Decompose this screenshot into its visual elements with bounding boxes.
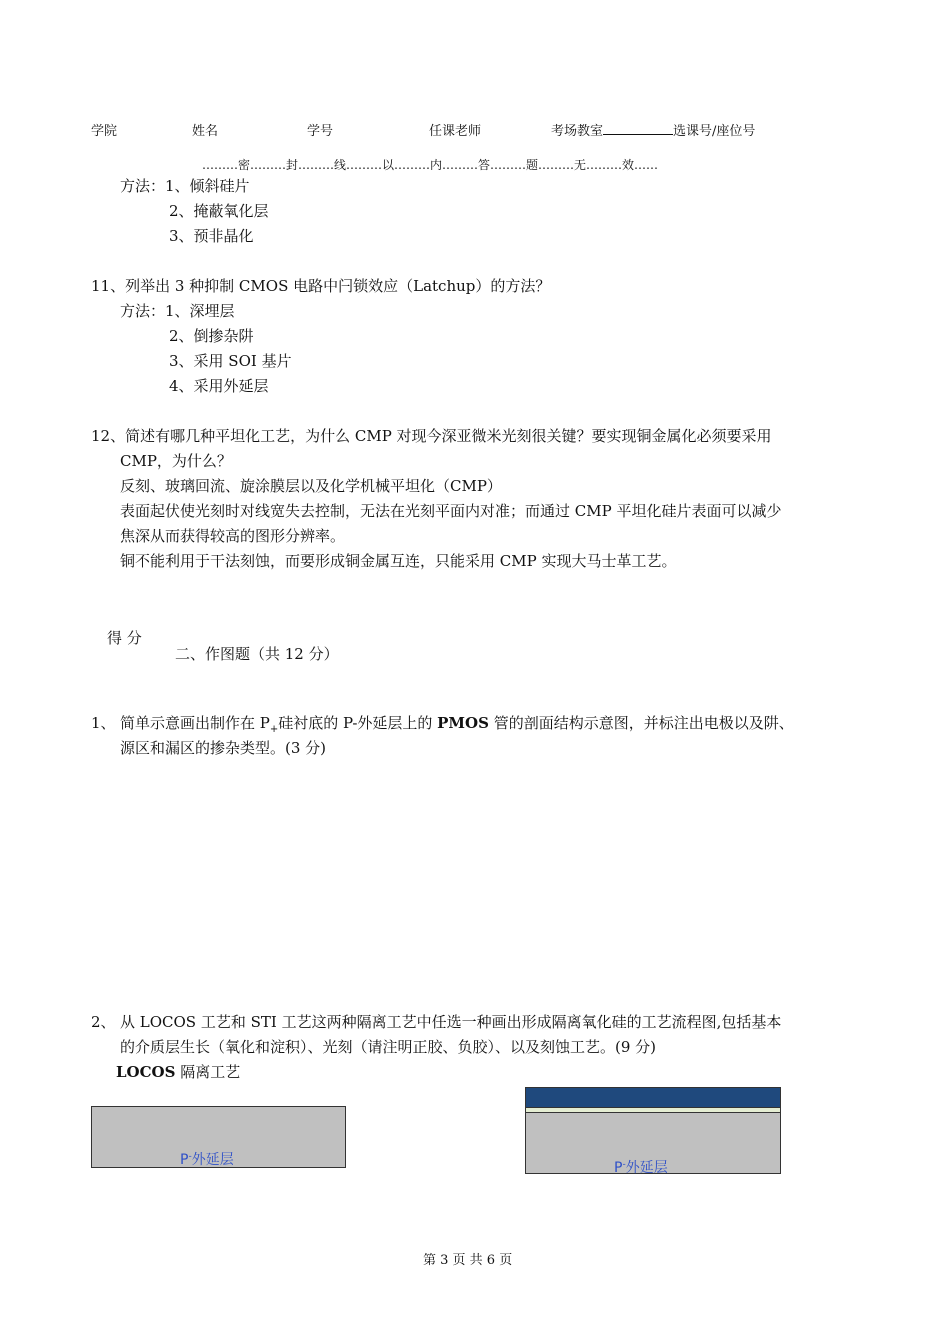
header-college: 学院	[91, 124, 118, 139]
d2-line2: 的介质层生长（氧化和淀积）、光刻（请注明正胶、负胶）、以及刻蚀工艺。(9 分)	[120, 1038, 657, 1056]
q11-method-1: 方法：1、深埋层	[120, 302, 235, 320]
exam-room-blank	[603, 122, 673, 135]
d1-line2: 源区和漏区的掺杂类型。(3 分)	[120, 739, 327, 757]
exam-room-label: 考场教室	[551, 124, 604, 139]
q12-answer-2-line1: 表面起伏使光刻时对线宽失去控制，无法在光刻平面内对准；而通过 CMP 平坦化硅片表面可以减少	[120, 502, 782, 520]
epi-label-1	[180, 1149, 234, 1169]
epi-label-p: P	[180, 1152, 189, 1168]
header-student-id: 学号	[307, 124, 334, 139]
d2-number: 2、	[91, 1013, 116, 1031]
q11-question: 11、列举出 3 种抑制 CMOS 电路中闩锁效应（Latchup）的方法？	[91, 277, 551, 295]
q12-question-line1: 12、简述有哪几种平坦化工艺，为什么 CMP 对现今深亚微米光刻很关键？要实现铜金属化必须要采用	[91, 427, 772, 445]
epi-label-text2: 外延层	[625, 1160, 668, 1176]
q10-method-2: 2、掩蔽氧化层	[169, 202, 269, 220]
pad-oxide-layer	[526, 1107, 780, 1113]
epi-label-text: 外延层	[191, 1152, 234, 1168]
d2-subtitle	[116, 1060, 240, 1085]
d1-text-c: -外延层上的	[352, 714, 438, 732]
q12-question-line2: CMP，为什么？	[120, 452, 232, 470]
header-exam-room	[551, 120, 755, 139]
d1-sub-plus: +	[269, 724, 279, 735]
d1-pmos: PMOS	[437, 714, 489, 732]
q11-method-3: 3、采用 SOI 基片	[169, 352, 292, 370]
course-seat-label: 选课号/座位号	[673, 124, 756, 139]
page-number: 第 3 页 共 6 页	[423, 1253, 513, 1268]
d1-text-b: 硅衬底的 P	[278, 714, 353, 732]
d1-text-a: 简单示意画出制作在 P	[120, 714, 270, 732]
epi-label-p2: P	[614, 1160, 623, 1176]
nitride-layer	[526, 1088, 780, 1107]
locos-rest: 隔离工艺	[175, 1063, 241, 1081]
seal-line: ………密………封………线………以………内………答………题………无………效……	[202, 158, 659, 172]
q10-method-1: 方法：1、倾斜硅片	[120, 177, 250, 195]
epi-layer-diagram	[91, 1106, 346, 1168]
d1-number: 1、	[91, 714, 116, 732]
nitride-oxide-diagram	[525, 1087, 781, 1174]
q11-method-4: 4、采用外延层	[169, 377, 269, 395]
q11-method-2: 2、倒掺杂阱	[169, 327, 254, 345]
locos-bold: LOCOS	[116, 1063, 176, 1081]
q12-answer-1: 反刻、玻璃回流、旋涂膜层以及化学机械平坦化（CMP）	[120, 477, 502, 495]
q10-method-3: 3、预非晶化	[169, 227, 254, 245]
epi-label-sup2: -	[622, 1159, 626, 1170]
d1-text-d: 管的剖面结构示意图，并标注出电极以及阱、	[488, 714, 794, 732]
q12-answer-2-line2: 焦深从而获得较高的图形分辨率。	[120, 527, 346, 545]
q12-answer-3: 铜不能利用于干法刻蚀，而要形成铜金属互连，只能采用 CMP 实现大马士革工艺。	[120, 552, 677, 570]
epi-label-sup: -	[188, 1151, 192, 1162]
header-teacher: 任课老师	[429, 124, 482, 139]
section-title: 二、作图题（共 12 分）	[175, 645, 339, 663]
d2-line1: 从 LOCOS 工艺和 STI 工艺这两种隔离工艺中任选一种画出形成隔离氧化硅的工艺流程图,包括基本	[120, 1013, 782, 1031]
header-name: 姓名	[192, 124, 219, 139]
epi-label-2	[614, 1157, 668, 1177]
score-label: 得 分	[107, 629, 142, 647]
